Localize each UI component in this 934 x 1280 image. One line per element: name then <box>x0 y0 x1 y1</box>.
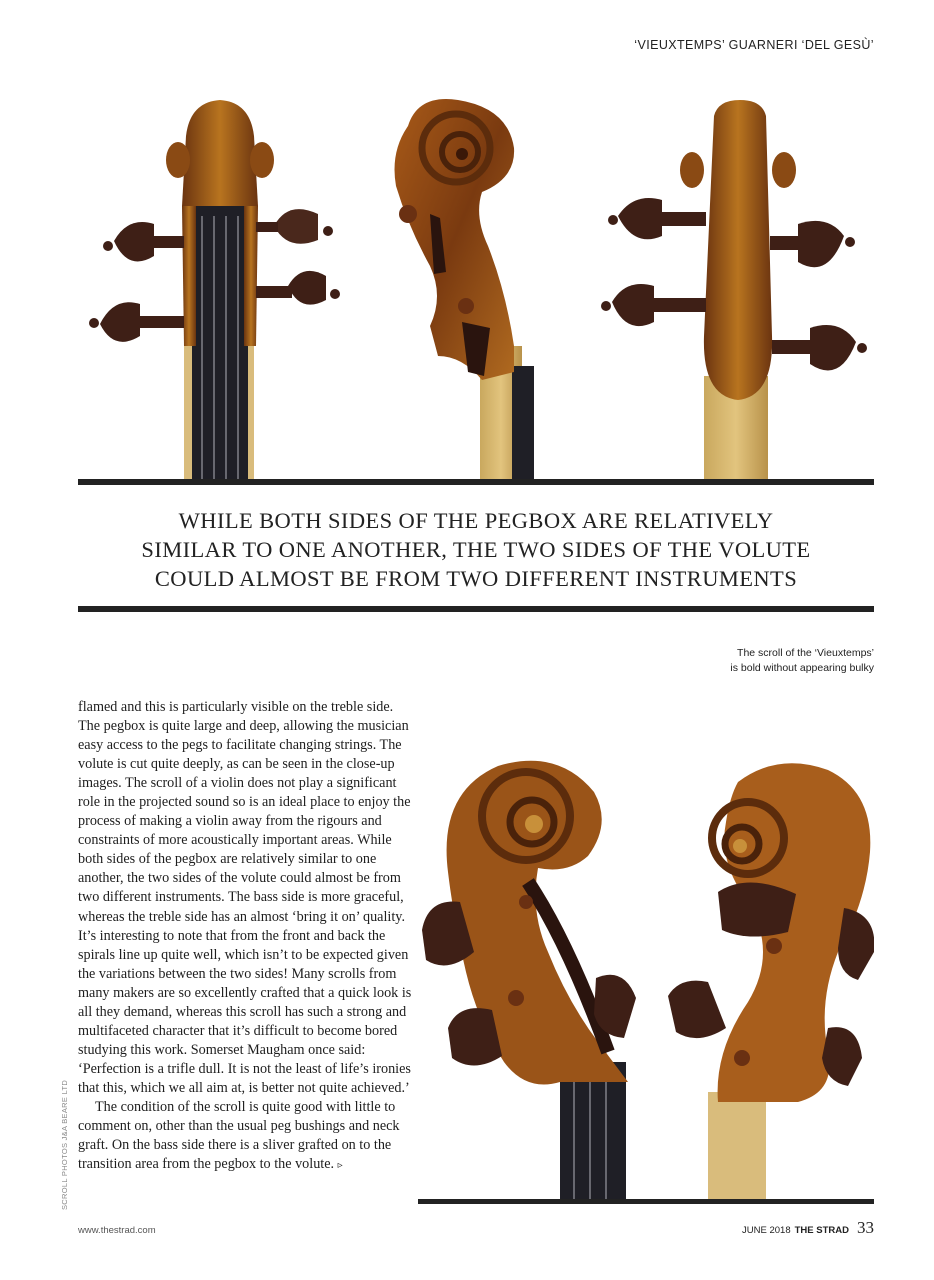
footer-issue-date: JUNE 2018 <box>742 1225 791 1236</box>
volute-bass-side <box>422 761 636 1200</box>
scroll-front-view <box>89 100 340 480</box>
body-paragraph-text: The condition of the scroll is quite good with little to comment on, other than the usual peg bushings and neck graft. On the bass side there is a sliver grafted on to the transition area from the pegbox to the volute. <box>78 1098 400 1173</box>
pull-quote-line: COULD ALMOST BE FROM TWO DIFFERENT INSTRUMENTS <box>154 566 798 591</box>
body-paragraph <box>78 1098 412 1175</box>
footer-folio <box>742 1218 874 1238</box>
photo-credit: SCROLL PHOTOS J&A BEARE LTD <box>60 1079 69 1210</box>
caption-line: The scroll of the ‘Vieuxtemps’ <box>737 647 874 659</box>
pull-quote-line: SIMILAR TO ONE ANOTHER, THE TWO SIDES OF THE VOLUTE <box>141 537 811 562</box>
scroll-side-view <box>395 99 535 480</box>
running-head: ‘VIEUXTEMPS’ GUARNERI ‘DEL GESÙ’ <box>634 38 874 52</box>
volute-treble-side <box>668 763 874 1200</box>
pull-quote-top-rule <box>78 479 874 485</box>
caption-line: is bold without appearing bulky <box>730 661 874 674</box>
footer-website: www.thestrad.com <box>78 1225 156 1236</box>
body-text <box>78 698 412 1175</box>
volute-close-up-photo <box>418 752 874 1200</box>
pull-quote-bottom-rule <box>78 606 874 612</box>
scroll-back-view <box>601 100 867 480</box>
bottom-photo-rule <box>418 1199 874 1204</box>
end-mark-icon: ▹ <box>337 1160 343 1172</box>
pull-quote-line: WHILE BOTH SIDES OF THE PEGBOX ARE RELATIVELY <box>178 508 774 533</box>
page-number: 33 <box>857 1218 874 1237</box>
scroll-three-views-photo <box>78 96 874 480</box>
body-paragraph: flamed and this is particularly visible on the treble side. The pegbox is quite large and deep, allowing the musician easy access to the pegs to facilitate changing strings. The volute is cut quite deeply, as can be seen in the close-up images. The scroll of a violin does not play a significant role in the projected sound so is an ideal place to enjoy the process of making a violin away from the rigours and constraints of more acoustically important areas. While both sides of the pegbox are relatively similar to one another, the two sides of the volute could almost be from two different instruments. The bass side is more graceful, whereas the treble side has an almost ‘bring it on’ quality. It’s interesting to note that from the front and back the spirals line up quite well, which isn’t to be expected given the variations between the two sides! Many scrolls from many makers are so excellently crafted that a quick look is all they demand, whereas this scroll has such a strong and multifaceted character that it’s difficult to become bored studying this work. Somerset Maugham once said: ‘Perfection is a trifle dull. It is not the least of life’s ironies that this, which we all aim at, is better not quite achieved.’ <box>78 699 412 1096</box>
photo-caption <box>674 646 874 675</box>
footer-magazine-name: THE STRAD <box>794 1225 849 1236</box>
pull-quote <box>78 506 874 593</box>
